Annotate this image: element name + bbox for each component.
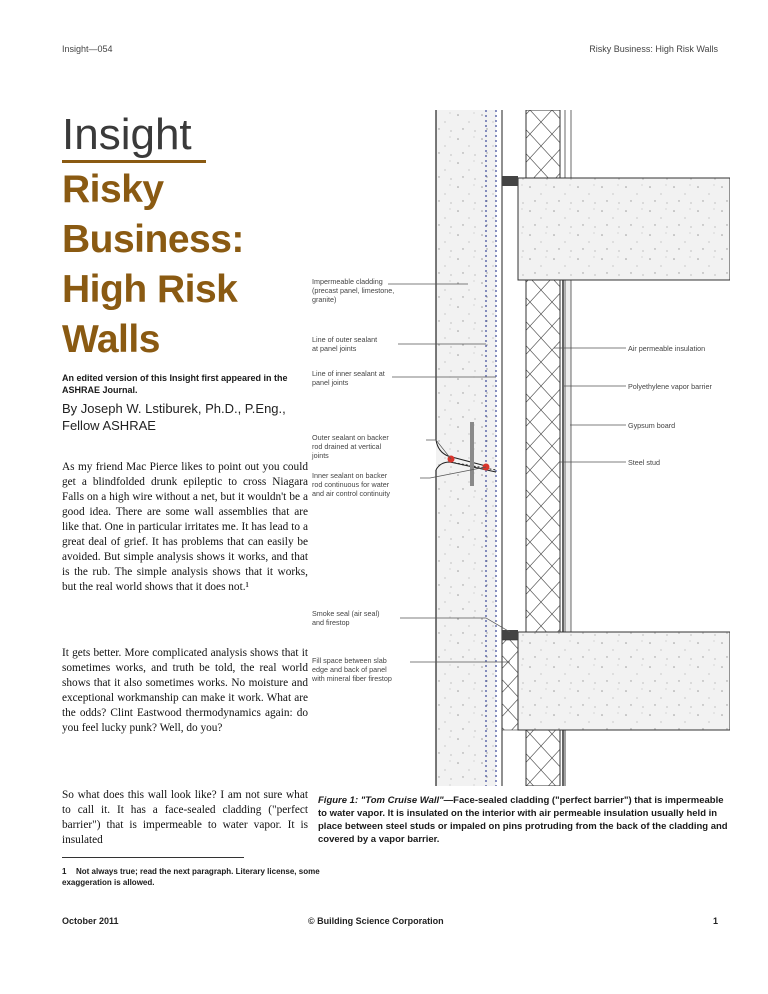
insulation-cavity xyxy=(526,280,560,632)
body-paragraph: So what does this wall look like? I am not sure what to call it. It has a face-sealed cladding ("perfect barrier") that is impermeable to water vapor. It is insulated xyxy=(62,789,308,846)
footnote-rule xyxy=(62,857,244,858)
footnote xyxy=(62,866,322,888)
label-inner-backer: Inner sealant on backer rod continuous for water and air control continuity xyxy=(312,471,390,498)
footnote-text: Not always true; read the next paragraph. Literary license, some exaggeration is allowed. xyxy=(62,867,320,887)
body-paragraph: It gets better. More complicated analysis shows that it sometimes works, and truth be told, the real world shows that it also sometimes works. No moisture and exceptional workmanship can make it work. What are the odds? Clint Eastwood thermodynamics again: do you feel lucky punk? Well, do you? xyxy=(62,647,308,734)
figure-caption-title: Figure 1: "Tom Cruise Wall" xyxy=(318,795,444,806)
smoke-seal-upper xyxy=(502,176,518,186)
body-paragraph: As my friend Mac Pierce likes to point out you could get a blindfolded drunk epileptic to cross Niagara Falls on a high wire without a net, but it wouldn't be a good idea. There are some wall assemblies that are like that. One in particular irritates me. It has lead to a great deal of grief. It has problems that can easily be avoided. But simple analysis shows it works, and that is the rub. The simple analysis shows that it works, but the real world shows that it does not.¹ xyxy=(62,461,308,593)
author-byline: By Joseph W. Lstiburek, Ph.D., P.Eng., Fellow ASHRAE xyxy=(62,401,286,433)
panel-anchor xyxy=(470,422,474,486)
header-right: Risky Business: High Risk Walls xyxy=(589,44,718,54)
title-line: Business: xyxy=(62,218,244,261)
label-steel-stud: Steel stud xyxy=(628,458,660,467)
label-air-insulation: Air permeable insulation xyxy=(628,344,706,353)
label-gypsum: Gypsum board xyxy=(628,421,676,430)
page-number: 1 xyxy=(712,916,718,926)
label-fill-space: Fill space between slab edge and back of panel with mineral fiber firestop xyxy=(312,656,392,683)
footer-date: October 2011 xyxy=(62,916,119,926)
label-outer-sealant-line: Line of outer sealant at panel joints xyxy=(312,335,378,353)
title-rule xyxy=(62,160,206,163)
footer-copyright: © Building Science Corporation xyxy=(308,916,444,926)
mineral-fiber-firestop xyxy=(502,640,518,730)
title-line: High Risk xyxy=(62,268,238,311)
label-vapor-barrier: Polyethylene vapor barrier xyxy=(628,382,712,391)
title-insight: Insight xyxy=(62,110,192,159)
figure-caption-text: —Face-sealed cladding ("perfect barrier") that is impermeable to water vapor. It is insulated on the interior with air permeable insulation usually held in place between steel studs or impaled on pins protruding from the back of the cladding and covered by a vapor barrier. xyxy=(318,795,728,845)
smoke-seal-lower xyxy=(502,630,518,640)
label-outer-backer: Outer sealant on backer rod drained at vertical joints xyxy=(312,433,389,460)
label-smoke-seal: Smoke seal (air seal) and firestop xyxy=(312,609,380,627)
footnote-number: 1 xyxy=(62,867,67,876)
label-cladding: Impermeable cladding (precast panel, limestone, granite) xyxy=(312,277,395,304)
header-left: Insight—054 xyxy=(62,44,113,54)
figure-caption xyxy=(318,794,728,846)
wall-section-figure xyxy=(310,110,730,786)
title-line: Risky xyxy=(62,168,164,211)
intro-note: An edited version of this Insight first appeared in the ASHRAE Journal. xyxy=(62,373,288,395)
gypsum-board xyxy=(565,280,571,632)
label-inner-sealant-line: Line of inner sealant at panel joints xyxy=(312,369,385,387)
title-line: Walls xyxy=(62,318,160,361)
